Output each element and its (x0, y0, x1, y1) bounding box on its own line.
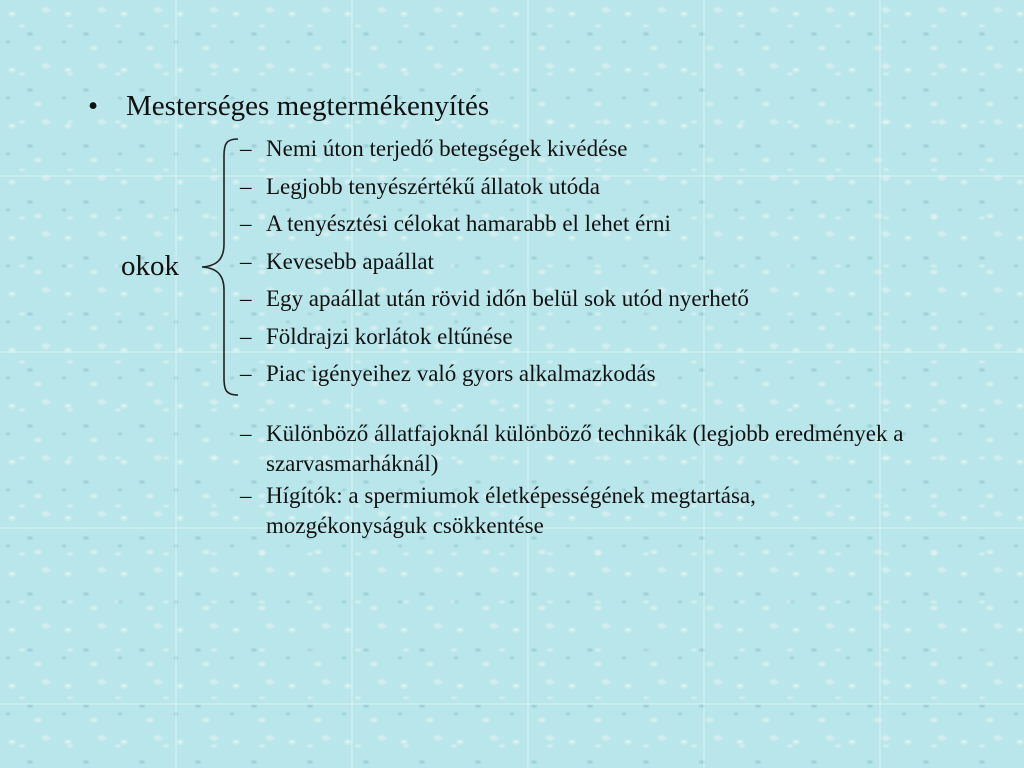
list-item: – A tenyésztési célokat hamarabb el lehet érni (240, 209, 920, 239)
list-item: – Földrajzi korlátok eltűnése (240, 322, 920, 352)
dash-icon: – (240, 421, 252, 446)
list-item: – Legjobb tenyészértékű állatok utóda (240, 172, 920, 202)
list-item: – Piac igényeihez való gyors alkalmazkodás (240, 359, 920, 389)
reasons-list (240, 134, 920, 549)
dash-icon: – (240, 248, 252, 274)
bullet-icon: • (88, 90, 99, 122)
note-item: – Különböző állatfajoknál különböző technikák (legjobb eredmények a szarvasmarháknál) (240, 421, 904, 476)
dash-icon: – (240, 286, 252, 311)
reasons-label: okok (121, 250, 179, 282)
dash-icon: – (240, 483, 252, 508)
list-item: – Egy apaállat után rövid időn belül sok utód nyerhető (240, 284, 920, 314)
list-item: – Kevesebb apaállat (240, 247, 920, 277)
list-item: – Nemi úton terjedő betegségek kivédése (240, 134, 920, 164)
note-item: – Hígítók: a spermiumok életképességének megtartása, mozgékonyságuk csökkentése (240, 483, 756, 538)
curly-brace-icon (198, 136, 242, 398)
dash-icon: – (240, 361, 252, 386)
dash-icon: – (240, 136, 252, 161)
main-bullet (88, 88, 489, 124)
dash-icon: – (240, 211, 252, 236)
slide-title: Mesterséges megtermékenyítés (126, 90, 490, 122)
dash-icon: – (240, 323, 252, 349)
dash-icon: – (240, 173, 252, 199)
